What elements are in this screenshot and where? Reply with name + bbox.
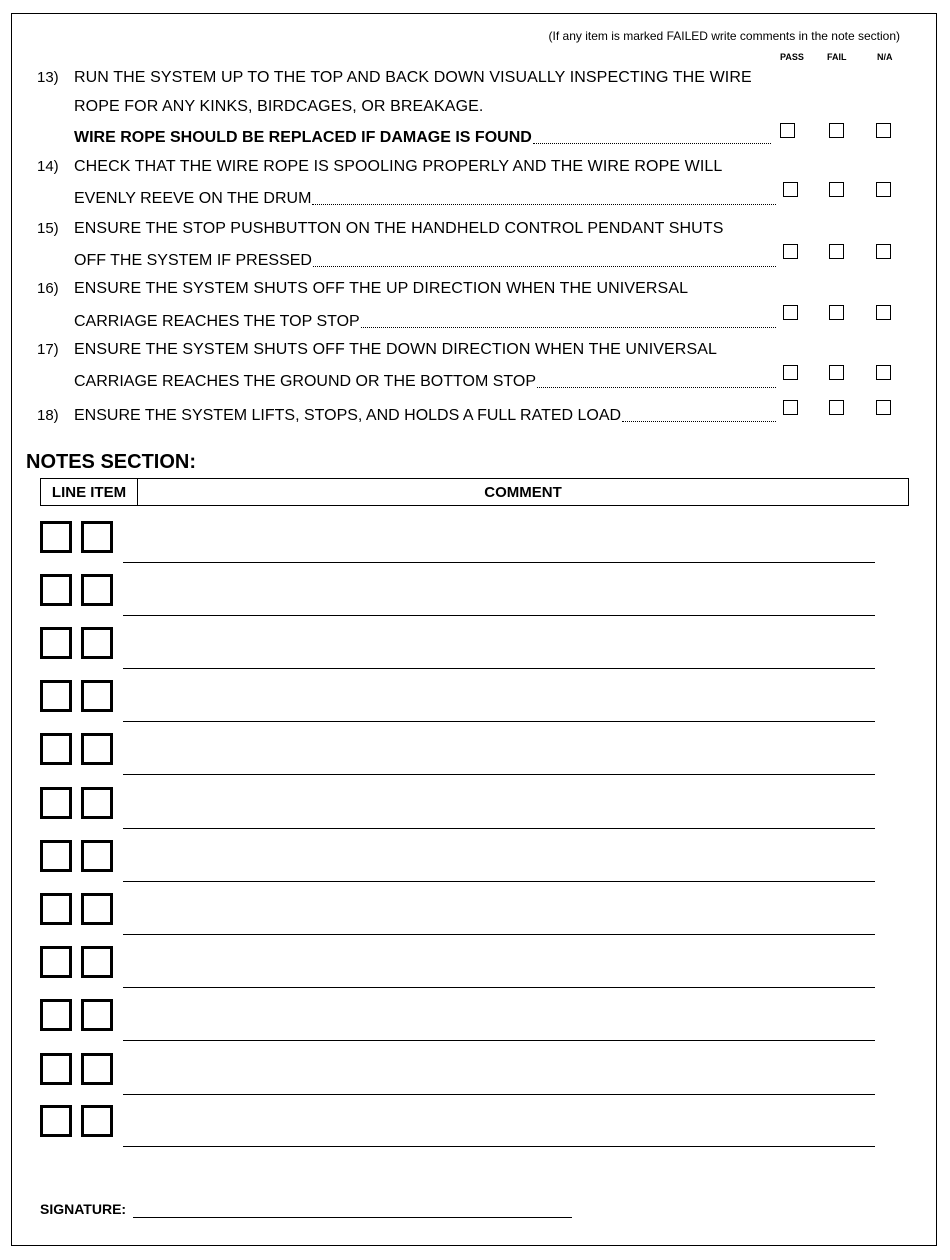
item-15-line-2: OFF THE SYSTEM IF PRESSED [74,252,312,269]
notes-section-title: NOTES SECTION: [26,451,197,473]
signature-line[interactable] [133,1217,572,1218]
note-row [40,1105,875,1147]
item-15-fail-checkbox[interactable] [829,244,844,259]
comment-line[interactable] [123,1040,875,1041]
comment-line[interactable] [123,828,875,829]
line-item-box-1[interactable] [40,840,72,872]
item-15-pass-checkbox[interactable] [783,244,798,259]
item-14-number: 14) [37,158,59,175]
item-13-line-1: RUN THE SYSTEM UP TO THE TOP AND BACK DOWN VISUALLY INSPECTING THE WIRE [74,69,752,86]
item-18-fail-checkbox[interactable] [829,400,844,415]
item-13-na-checkbox[interactable] [876,123,891,138]
line-item-box-2[interactable] [81,1053,113,1085]
item-15-na-checkbox[interactable] [876,244,891,259]
note-row [40,627,875,669]
leader-dots [361,326,776,328]
fail-instruction: (If any item is marked FAILED write comments in the note section) [548,29,900,43]
line-item-header: LINE ITEM [41,479,138,505]
item-16-number: 16) [37,280,59,297]
line-item-box-2[interactable] [81,733,113,765]
line-item-box-1[interactable] [40,733,72,765]
line-item-box-1[interactable] [40,999,72,1031]
item-17-fail-checkbox[interactable] [829,365,844,380]
column-na: N/A [877,52,893,62]
line-item-box-1[interactable] [40,1053,72,1085]
line-item-box-2[interactable] [81,840,113,872]
column-pass: PASS [780,52,804,62]
leader-dots [537,386,776,388]
line-item-box-2[interactable] [81,999,113,1031]
line-item-box-2[interactable] [81,521,113,553]
item-16-fail-checkbox[interactable] [829,305,844,320]
line-item-box-1[interactable] [40,521,72,553]
item-14-pass-checkbox[interactable] [783,182,798,197]
item-18-number: 18) [37,407,59,424]
line-item-box-2[interactable] [81,946,113,978]
line-item-box-2[interactable] [81,1105,113,1137]
column-fail: FAIL [827,52,847,62]
note-row [40,893,875,935]
leader-dots [312,203,776,205]
line-item-box-2[interactable] [81,627,113,659]
leader-dots [313,265,776,267]
item-17-number: 17) [37,341,59,358]
note-row [40,574,875,616]
notes-header [40,478,909,506]
item-13-fail-checkbox[interactable] [829,123,844,138]
comment-line[interactable] [123,1094,875,1095]
item-16-line-2: CARRIAGE REACHES THE TOP STOP [74,313,360,330]
item-14-line-2: EVENLY REEVE ON THE DRUM [74,190,312,207]
comment-header: COMMENT [484,483,562,501]
comment-line[interactable] [123,774,875,775]
note-row [40,521,875,563]
item-15-number: 15) [37,220,59,237]
line-item-box-1[interactable] [40,1105,72,1137]
line-item-box-2[interactable] [81,680,113,712]
item-14-last-line [74,188,776,208]
item-16-last-line [74,311,776,331]
item-15-last-line [74,250,776,270]
note-row [40,787,875,829]
note-row [40,733,875,775]
item-15-line-1: ENSURE THE STOP PUSHBUTTON ON THE HANDHELD CONTROL PENDANT SHUTS [74,220,724,237]
item-18-last-line [74,405,776,425]
line-item-box-2[interactable] [81,893,113,925]
comment-line[interactable] [123,721,875,722]
comment-line[interactable] [123,1146,875,1147]
item-17-last-line [74,371,776,391]
line-item-box-1[interactable] [40,574,72,606]
note-row [40,840,875,882]
leader-dots [533,142,771,144]
line-item-box-1[interactable] [40,893,72,925]
line-item-box-2[interactable] [81,787,113,819]
comment-line[interactable] [123,987,875,988]
item-13-last-line [74,127,771,147]
note-row [40,999,875,1041]
comment-line[interactable] [123,881,875,882]
item-14-fail-checkbox[interactable] [829,182,844,197]
item-14-line-1: CHECK THAT THE WIRE ROPE IS SPOOLING PROPERLY AND THE WIRE ROPE WILL [74,158,723,175]
item-13-number: 13) [37,69,59,86]
comment-line[interactable] [123,668,875,669]
note-row [40,680,875,722]
item-13-line-2: ROPE FOR ANY KINKS, BIRDCAGES, OR BREAKAGE. [74,98,484,115]
item-18-line-1: ENSURE THE SYSTEM LIFTS, STOPS, AND HOLDS A FULL RATED LOAD [74,407,622,424]
item-13-warning: WIRE ROPE SHOULD BE REPLACED IF DAMAGE IS FOUND [74,129,532,146]
comment-line[interactable] [123,562,875,563]
signature-label: SIGNATURE: [40,1201,127,1217]
note-row [40,946,875,988]
line-item-box-2[interactable] [81,574,113,606]
item-13-pass-checkbox[interactable] [780,123,795,138]
item-16-na-checkbox[interactable] [876,305,891,320]
item-16-pass-checkbox[interactable] [783,305,798,320]
line-item-box-1[interactable] [40,946,72,978]
item-18-na-checkbox[interactable] [876,400,891,415]
line-item-box-1[interactable] [40,680,72,712]
line-item-box-1[interactable] [40,787,72,819]
comment-line[interactable] [123,615,875,616]
item-17-na-checkbox[interactable] [876,365,891,380]
leader-dots [622,420,776,422]
item-17-line-1: ENSURE THE SYSTEM SHUTS OFF THE DOWN DIRECTION WHEN THE UNIVERSAL [74,341,718,358]
comment-line[interactable] [123,934,875,935]
item-16-line-1: ENSURE THE SYSTEM SHUTS OFF THE UP DIRECTION WHEN THE UNIVERSAL [74,280,689,297]
item-18-pass-checkbox[interactable] [783,400,798,415]
item-17-pass-checkbox[interactable] [783,365,798,380]
item-17-line-2: CARRIAGE REACHES THE GROUND OR THE BOTTOM STOP [74,373,536,390]
item-14-na-checkbox[interactable] [876,182,891,197]
note-row [40,1053,875,1095]
line-item-box-1[interactable] [40,627,72,659]
